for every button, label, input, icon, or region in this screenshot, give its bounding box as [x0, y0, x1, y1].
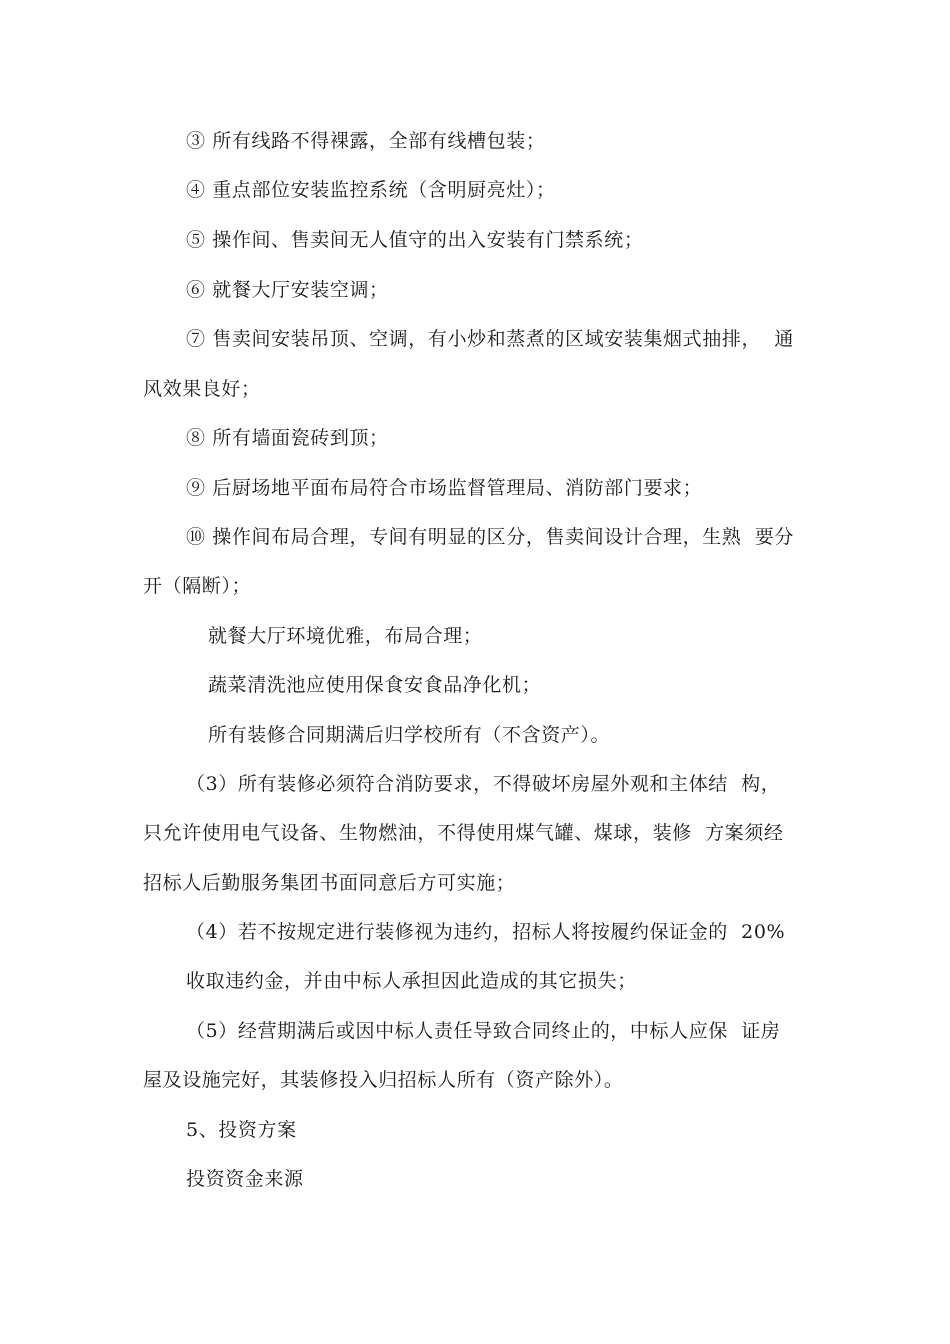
item-3-text: ③ 所有线路不得裸露，全部有线槽包装； [186, 130, 546, 152]
item-7-continuation: 风效果良好； [143, 378, 261, 400]
item-8-text: ⑧ 所有墙面瓷砖到顶； [186, 427, 389, 449]
item-10-continuation: 开（隔断）； [143, 575, 252, 597]
clause-3-continuation-1: 只允许使用电气设备、生物燃油，不得使用煤气罐、煤球，装修 方案须经 [143, 822, 784, 844]
clause-5-text: （5）经营期满后或因中标人责任导致合同终止的，中标人应保 证房 [186, 1020, 781, 1042]
item-10-text: ⑩ 操作间布局合理，专间有明显的区分，售卖间设计合理，生熟 要分 [186, 526, 794, 548]
clause-5-continuation: 屋及设施完好，其装修投入归招标人所有（资产除外）。 [143, 1069, 624, 1091]
clause-4-continuation: 收取违约金，并由中标人承担因此造成的其它损失； [186, 970, 637, 992]
subsection-heading: 投资资金来源 [186, 1168, 304, 1190]
clause-3-continuation-2: 招标人后勤服务集团书面同意后方可实施； [143, 872, 516, 894]
renovation-ownership-text: 所有装修合同期满后归学校所有（不含资产）。 [208, 724, 611, 746]
item-7-text: ⑦ 售卖间安装吊顶、空调，有小炒和蒸煮的区域安装集烟式抽排， 通 [186, 328, 794, 350]
clause-3-text: （3）所有装修必须符合消防要求，不得破坏房屋外观和主体结 构， [186, 773, 781, 795]
item-9-text: ⑨ 后厨场地平面布局符合市场监督管理局、消防部门要求； [186, 477, 703, 499]
vegetable-sink-text: 蔬菜清洗池应使用保食安食品净化机； [208, 674, 542, 696]
item-6-text: ⑥ 就餐大厅安装空调； [186, 279, 389, 301]
section-heading: 5、投资方案 [186, 1119, 297, 1141]
clause-4-text: （4）若不按规定进行装修视为违约，招标人将按履约保证金的 20% [186, 921, 786, 943]
dining-hall-text: 就餐大厅环境优雅，布局合理； [208, 625, 483, 647]
item-4-text: ④ 重点部位安装监控系统（含明厨亮灶）； [186, 179, 556, 201]
item-5-text: ⑤ 操作间、售卖间无人值守的出入安装有门禁系统； [186, 229, 644, 251]
